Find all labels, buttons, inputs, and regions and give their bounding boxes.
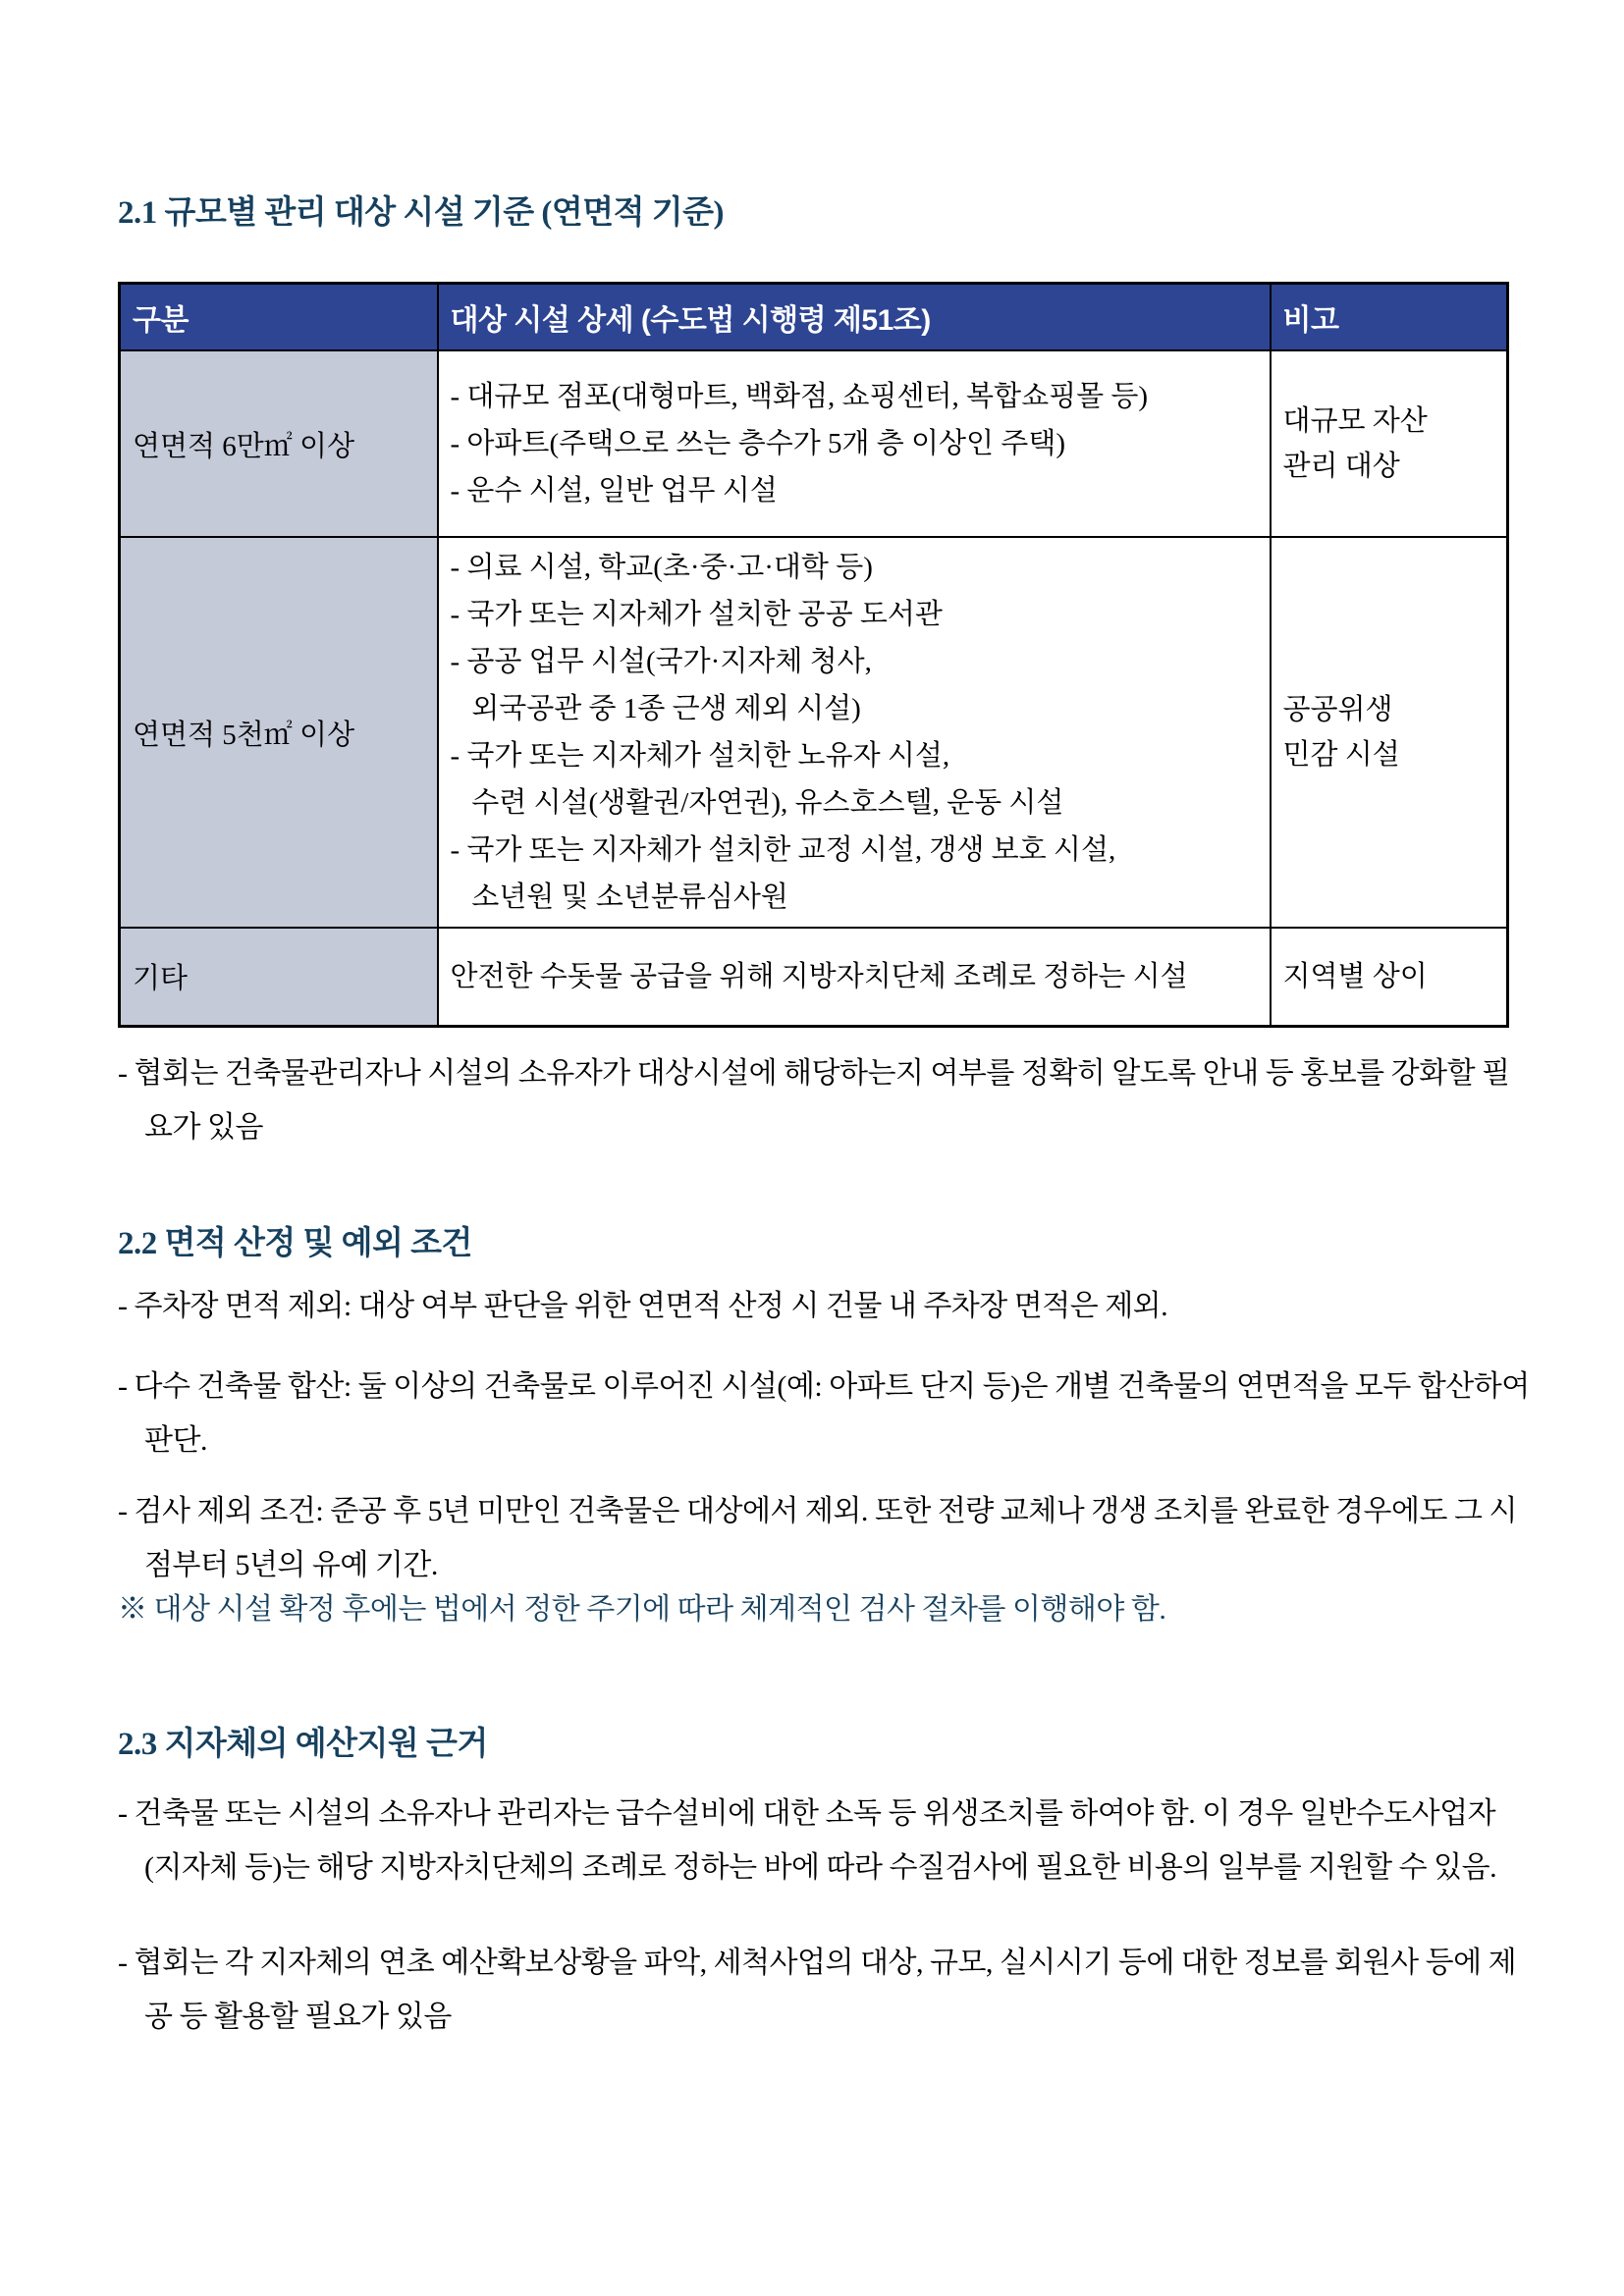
- details-cell: [438, 537, 1271, 928]
- bullet-budget-support: - 건축물 또는 시설의 소유자나 관리자는 급수설비에 대한 소독 등 위생조치를 하여야 함. 이 경우 일반수도사업자(지자체 등)는 해당 지방자치단체의 조례로 정하는 바에 따라 수질검사에 필요한 비용의 일부를 지원할 수 있음.: [118, 1797, 1497, 1884]
- note-line: 민감 시설: [1282, 739, 1400, 771]
- table-row: [120, 928, 1508, 1026]
- detail-line: - 의료 시설, 학교(초·중·고·대학 등): [450, 552, 873, 583]
- after-table-bullet: - 협회는 건축물관리자나 시설의 소유자가 대상시설에 해당하는지 여부를 정확히 알도록 안내 등 홍보를 강화할 필요가 있음: [118, 1057, 1510, 1144]
- table-row: [120, 350, 1508, 537]
- detail-line: - 공공 업무 시설(국가·지자체 청사,: [450, 646, 872, 677]
- note-line: 지역별 상이: [1282, 960, 1428, 992]
- reference-note: ※ 대상 시설 확정 후에는 법에서 정한 주기에 따라 체계적인 검사 절차를 이행해야 함.: [118, 1593, 1166, 1626]
- category-cell: 연면적 5천㎡ 이상: [120, 537, 438, 928]
- detail-line: - 국가 또는 지자체가 설치한 공공 도서관: [450, 599, 943, 630]
- note-cell: [1271, 928, 1508, 1026]
- bullet-parking-exclusion: - 주차장 면적 제외: 대상 여부 판단을 위한 연면적 산정 시 건물 내 주차장 면적은 제외.: [118, 1290, 1168, 1322]
- bullet-association-info: - 협회는 각 지자체의 연초 예산확보상황을 파악, 세척사업의 대상, 규모, 실시시기 등에 대한 정보를 회원사 등에 제공 등 활용할 필요가 있음: [118, 1947, 1517, 2033]
- section-2-1-heading: 2.1 규모별 관리 대상 시설 기준 (연면적 기준): [118, 195, 725, 231]
- bullet-inspection-exclusion: - 검사 제외 조건: 준공 후 5년 미만인 건축물은 대상에서 제외. 또한 전량 교체나 갱생 조치를 완료한 경우에도 그 시점부터 5년의 유예 기간.: [118, 1495, 1517, 1581]
- details-cell: [438, 350, 1271, 537]
- category-cell: 기타: [120, 928, 438, 1026]
- section-2-2-heading: 2.2 면적 산정 및 예외 조건: [118, 1226, 472, 1261]
- column-header-details: 대상 시설 상세 (수도법 시행령 제51조): [438, 284, 1271, 351]
- table-header-row: [120, 284, 1508, 351]
- section-2-3-heading: 2.3 지자체의 예산지원 근거: [118, 1727, 488, 1762]
- note-line: 공공위생: [1282, 694, 1393, 725]
- column-header-category: 구분: [120, 284, 438, 351]
- table-row: [120, 537, 1508, 928]
- detail-line: 소년원 및 소년분류심사원: [450, 881, 788, 913]
- note-line: 대규모 자산: [1282, 405, 1428, 437]
- column-header-note: 비고: [1271, 284, 1508, 351]
- detail-line: - 국가 또는 지자체가 설치한 노유자 시설,: [450, 740, 950, 772]
- category-cell: 연면적 6만㎡ 이상: [120, 350, 438, 537]
- note-cell: [1271, 537, 1508, 928]
- detail-line: - 국가 또는 지자체가 설치한 교정 시설, 갱생 보호 시설,: [450, 834, 1116, 866]
- note-line: 관리 대상: [1282, 451, 1400, 482]
- note-cell: [1271, 350, 1508, 537]
- bullet-multiple-buildings: - 다수 건축물 합산: 둘 이상의 건축물로 이루어진 시설(예: 아파트 단지 등)은 개별 건축물의 연면적을 모두 합산하여 판단.: [118, 1370, 1530, 1457]
- facility-criteria-table: [118, 282, 1509, 1028]
- detail-line: 외국공관 중 1종 근생 제외 시설): [450, 693, 861, 724]
- detail-line: - 운수 시설, 일반 업무 시설: [450, 475, 778, 507]
- detail-line: 안전한 수돗물 공급을 위해 지방자치단체 조례로 정하는 시설: [450, 960, 1188, 992]
- detail-line: - 대규모 점포(대형마트, 백화점, 쇼핑센터, 복합쇼핑몰 등): [450, 381, 1149, 412]
- details-cell: [438, 928, 1271, 1026]
- detail-line: 수련 시설(생활권/자연권), 유스호스텔, 운동 시설: [450, 787, 1064, 819]
- detail-line: - 아파트(주택으로 쓰는 층수가 5개 층 이상인 주택): [450, 428, 1065, 459]
